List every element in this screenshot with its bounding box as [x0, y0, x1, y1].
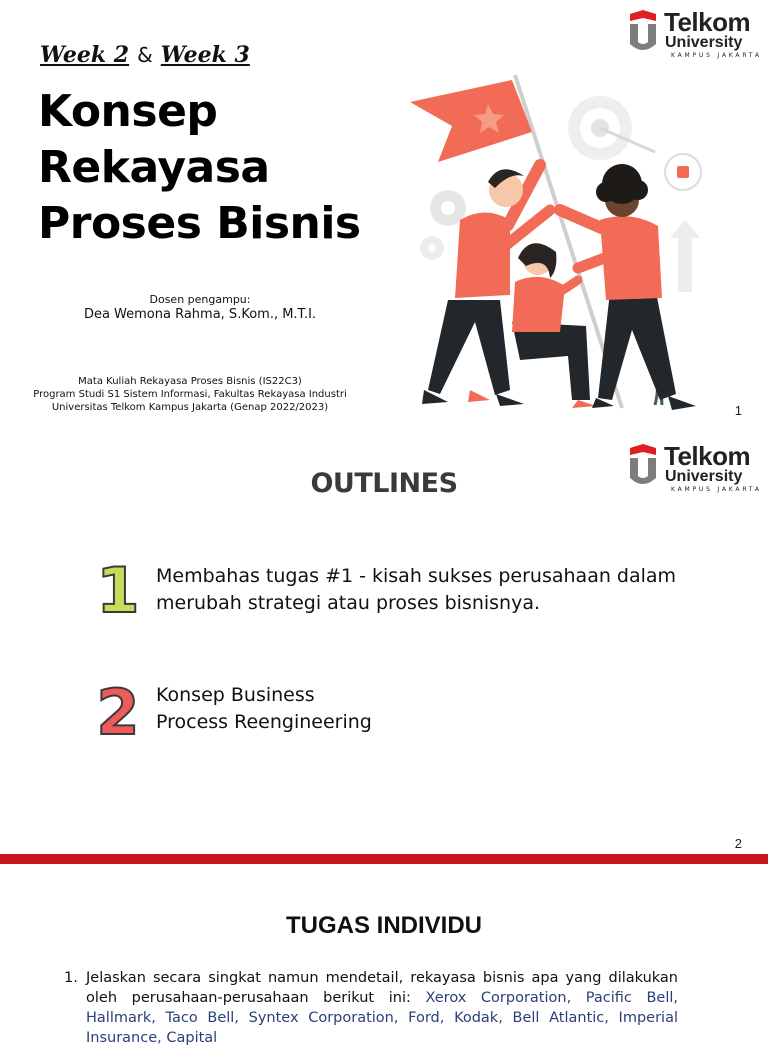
course-line: Program Studi S1 Sistem Informasi, Fakultas Rekayasa Industri	[33, 389, 347, 400]
outline-item-line: merubah strategi atau proses bisnisnya.	[156, 592, 541, 614]
week-label	[40, 42, 250, 68]
number-1-text: 1	[96, 554, 140, 627]
outline-item-2	[156, 682, 372, 736]
logo-university-text: University	[665, 34, 743, 51]
title-line: Rekayasa	[38, 142, 270, 193]
page-number: 2	[734, 836, 742, 851]
outline-item-1	[156, 563, 676, 617]
course-info	[0, 375, 380, 414]
dosen-name: Dea Wemona Rahma, S.Kom., M.T.I.	[83, 307, 317, 322]
logo-telkom-text: Telkom	[664, 441, 751, 471]
tugas-heading: TUGAS INDIVIDU	[285, 912, 482, 939]
week-b: Week 3	[160, 42, 250, 68]
task-number: 1.	[64, 970, 78, 986]
task-text: Jelaskan secara singkat namun mendetail, rekayasa bisnis apa yang dilakukan oleh perusahaan-perusahaan berikut ini:	[86, 970, 678, 1006]
task-item-1	[64, 968, 678, 1048]
outline-item-line: Process Reengineering	[156, 711, 372, 733]
telkom-university-logo	[628, 7, 762, 60]
dosen-label: Dosen pengampu:	[149, 293, 251, 306]
title-line: Proses Bisnis	[38, 198, 361, 249]
telkom-logo-mark-icon	[628, 10, 658, 54]
title-line: Konsep	[38, 86, 218, 137]
course-line: Universitas Telkom Kampus Jakarta (Genap 2022/2023)	[51, 402, 329, 413]
logo-kampus-text: KAMPUS JAKARTA	[671, 52, 762, 59]
outline-item-line: Konsep Business	[156, 684, 315, 706]
number-2-badge	[96, 676, 146, 749]
outlines-heading: OUTLINES	[310, 468, 458, 499]
slide-1	[0, 0, 768, 432]
slide-2	[0, 432, 768, 864]
slide-title	[38, 84, 361, 252]
number-1-badge	[96, 554, 146, 627]
task-companies: Xerox Corporation, Pacific Bell, Hallmark, Taco Bell, Syntex Corporation, Ford, Kodak, Bell Atlantic, Imperial Insurance, Capital	[86, 990, 679, 1046]
week-a: Week 2	[40, 42, 130, 68]
footer-red-bar	[0, 854, 768, 864]
course-line: Mata Kuliah Rekayasa Proses Bisnis (IS22C3)	[78, 376, 302, 387]
slide-3	[0, 864, 768, 1046]
outline-item-line: Membahas tugas #1 - kisah sukses perusahaan dalam	[156, 565, 677, 587]
logo-university-text: University	[665, 468, 743, 485]
week-ampersand: &	[137, 43, 153, 67]
page-number: 1	[734, 403, 742, 418]
number-2-text: 2	[96, 676, 140, 749]
logo-kampus-text: KAMPUS JAKARTA	[671, 486, 762, 493]
team-flag-illustration	[400, 60, 730, 420]
logo-telkom-text: Telkom	[664, 7, 751, 37]
task-body	[86, 968, 678, 1048]
